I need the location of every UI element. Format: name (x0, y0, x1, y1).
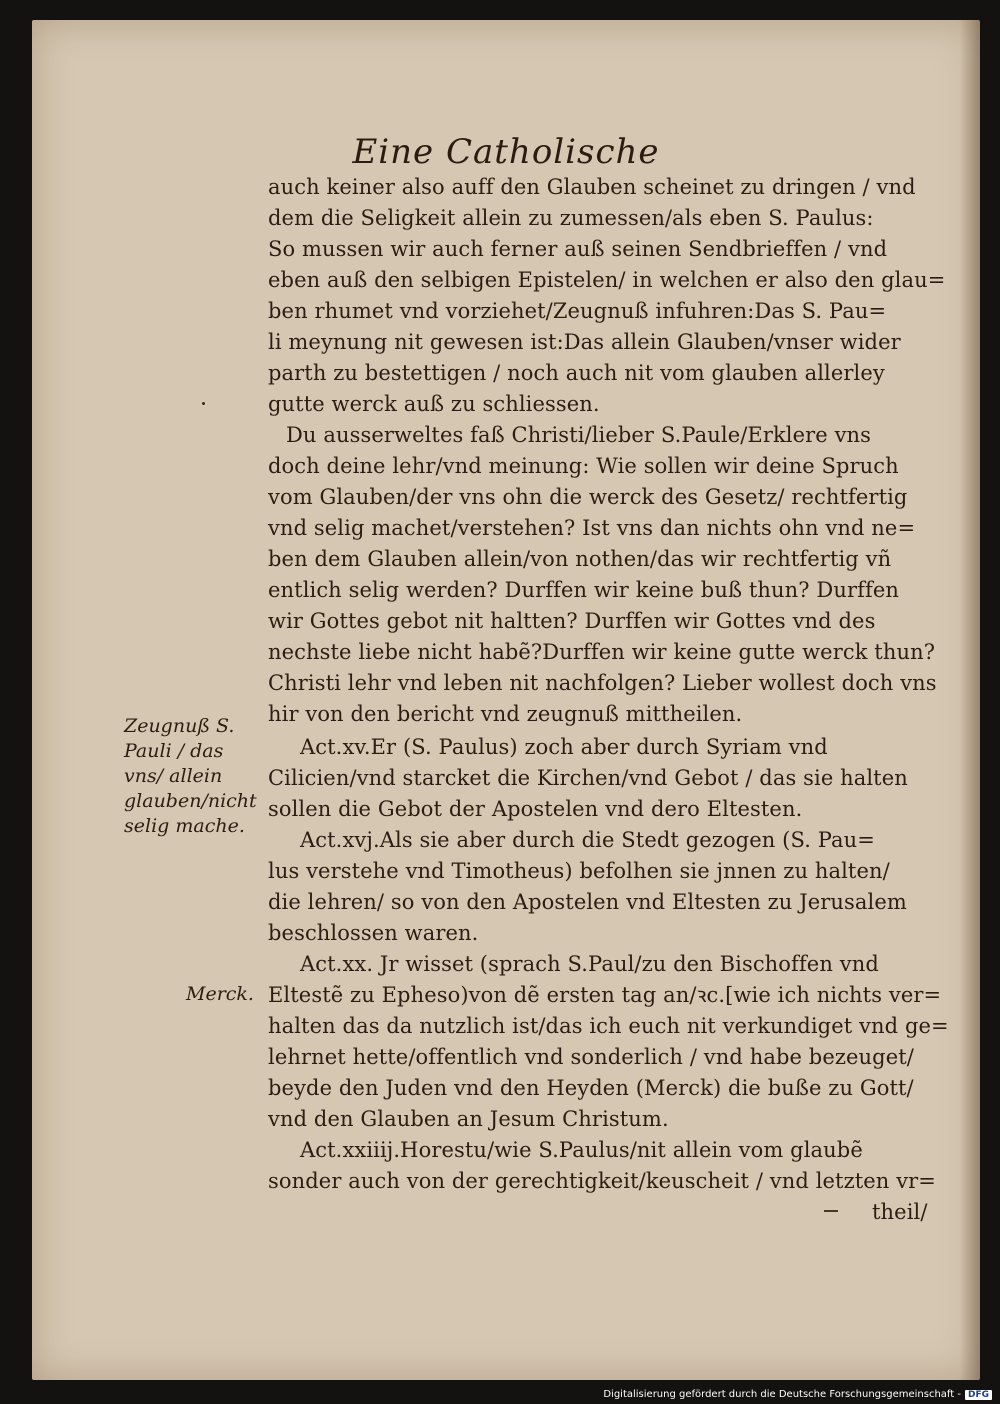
ink-speck (202, 402, 205, 405)
text-line: gutte werck auß zu schliessen. (268, 392, 600, 416)
text-line: auch keiner also auff den Glauben scheinet zu dringen / vnd (268, 175, 916, 199)
text-line: beschlossen waren. (268, 921, 479, 945)
text-line: sollen die Gebot der Apostelen vnd dero Eltesten. (268, 797, 803, 821)
text-line: vnd selig machet/verstehen? Ist vns dan nichts ohn vnd ne= (268, 516, 916, 540)
text-line: eben auß den selbigen Epistelen/ in welchen er also den glau= (268, 268, 946, 292)
footer-text: Digitalisierung gefördert durch die Deutsche Forschungsgemeinschaft - (603, 1389, 961, 1400)
margin-note-line: Zeugnuß S. (124, 715, 235, 737)
text-line: halten das da nutzlich ist/das ich euch nit verkundiget vnd ge= (268, 1014, 949, 1038)
dfg-logo: DFG (965, 1390, 992, 1400)
text-line: So mussen wir auch ferner auß seinen Sendbrieffen / vnd (268, 237, 888, 261)
text-line: Act.xx. Jr wisset (sprach S.Paul/zu den Bischoffen vnd (300, 952, 879, 976)
text-line: sonder auch von der gerechtigkeit/keuscheit / vnd letzten vr= (268, 1169, 936, 1193)
ink-dash (824, 1210, 838, 1212)
text-line: wir Gottes gebot nit haltten? Durffen wir Gottes vnd des (268, 609, 876, 633)
digitization-footer (603, 1389, 992, 1400)
text-line: nechste liebe nicht habẽ?Durffen wir keine gutte werck thun? (268, 640, 936, 664)
text-line: Act.xvj.Als sie aber durch die Stedt gezogen (S. Pau= (300, 828, 875, 852)
text-line: doch deine lehr/vnd meinung: Wie sollen wir deine Spruch (268, 454, 899, 478)
text-line: entlich selig werden? Durffen wir keine buß thun? Durffen (268, 578, 900, 602)
text-line: ben dem Glauben allein/von nothen/das wir rechtfertig vñ (268, 547, 892, 571)
margin-note-line: Pauli / das (124, 740, 224, 762)
text-line: dem die Seligkeit allein zu zumessen/als eben S. Paulus: (268, 206, 874, 230)
text-line: ben rhumet vnd vorziehet/Zeugnuß infuhren:Das S. Pau= (268, 299, 887, 323)
text-line: vnd den Glauben an Jesum Christum. (268, 1107, 669, 1131)
text-line: parth zu bestettigen / noch auch nit vom glauben allerley (268, 361, 885, 385)
text-line: li meynung nit gewesen ist:Das allein Glauben/vnser wider (268, 330, 901, 354)
text-line: lehrnet hette/offentlich vnd sonderlich / vnd habe bezeuget/ (268, 1045, 914, 1069)
text-line: hir von den bericht vnd zeugnuß mittheilen. (268, 702, 743, 726)
text-line: Cilicien/vnd starcket die Kirchen/vnd Gebot / das sie halten (268, 766, 908, 790)
running-head: Eine Catholische (352, 132, 660, 172)
text-line: Christi lehr vnd leben nit nachfolgen? Lieber wollest doch vns (268, 671, 937, 695)
text-line: die lehren/ so von den Apostelen vnd Eltesten zu Jerusalem (268, 890, 907, 914)
text-line: beyde den Juden vnd den Heyden (Merck) die buße zu Gott/ (268, 1076, 914, 1100)
margin-note-line: vns/ allein (124, 765, 223, 787)
margin-note-line: glauben/nicht (124, 790, 257, 812)
margin-note-merck: Merck. (186, 983, 254, 1005)
text-line: vom Glauben/der vns ohn die werck des Gesetz/ rechtfertig (268, 485, 908, 509)
text-line: theil/ (872, 1200, 928, 1224)
margin-note-line: selig mache. (124, 815, 245, 837)
text-line: lus verstehe vnd Timotheus) befolhen sie jnnen zu halten/ (268, 859, 890, 883)
text-line: Act.xv.Er (S. Paulus) zoch aber durch Syriam vnd (300, 735, 828, 759)
text-line: Act.xxiiij.Horestu/wie S.Paulus/nit allein vom glaubẽ (300, 1138, 863, 1162)
text-line: Eltestẽ zu Epheso)von dẽ ersten tag an/ꝛc.[wie ich nichts ver= (268, 983, 942, 1007)
book-page (32, 20, 980, 1380)
text-line: Du ausserweltes faß Christi/lieber S.Paule/Erklere vns (286, 423, 872, 447)
